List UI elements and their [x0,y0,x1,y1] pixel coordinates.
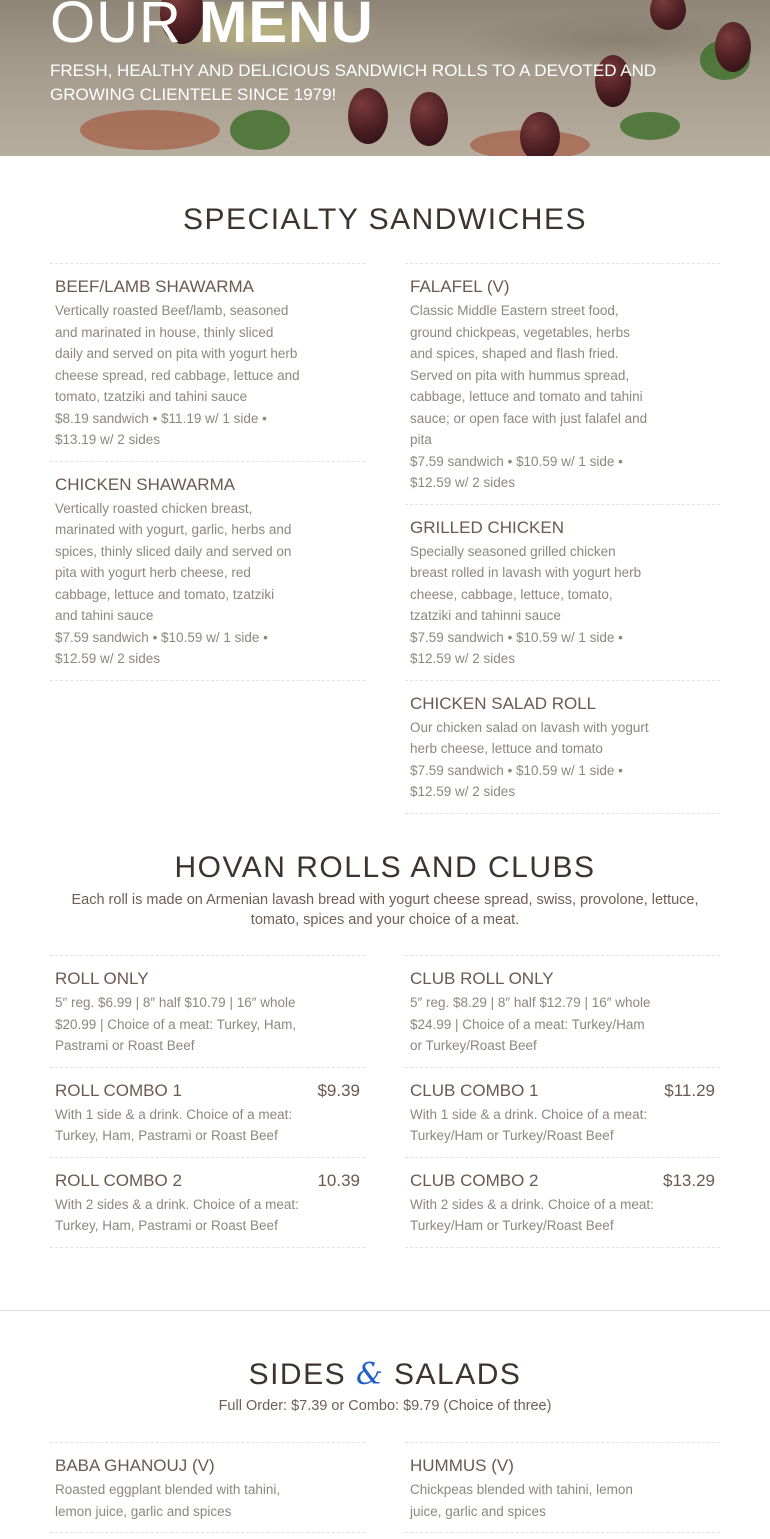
menu-item-description: With 2 sides & a drink. Choice of a meat: Turkey/Ham or Turkey/Roast Beef [410,1196,654,1233]
menu-item-name: CLUB ROLL ONLY [410,969,554,988]
hovan-right-column [405,955,720,1248]
menu-item [50,461,365,681]
sides-heading-text: SIDES [248,1358,347,1391]
menu-item-name: BEEF/LAMB SHAWARMA [55,277,254,296]
olive-decoration [520,112,560,156]
salads-heading-text: SALADS [394,1358,522,1391]
menu-item-description: Our chicken salad on lavash with yogurt herb cheese, lettuce and tomato [410,719,649,756]
menu-item-name: CHICKEN SHAWARMA [55,474,236,494]
menu-item-price: $11.29 [664,1080,715,1100]
menu-item [50,1442,365,1533]
menu-item-name: CLUB COMBO 1 [410,1080,539,1100]
menu-item-pricing: $8.19 sandwich • $11.19 w/ 1 side • $13.19 w/ 2 sides [55,410,267,447]
menu-item-name: ROLL COMBO 2 [55,1170,182,1190]
menu-item [405,1442,720,1533]
menu-item-pricing: $7.59 sandwich • $10.59 w/ 1 side • $12.59 w/ 2 sides [410,453,623,490]
menu-item-description: With 1 side & a drink. Choice of a meat: Turkey, Ham, Pastrami or Roast Beef [55,1106,293,1143]
menu-item-description: Vertically roasted chicken breast, marinated with yogurt, garlic, herbs and spices, thinly sliced daily and served on pita with yogurt herb cheese, red cabbage, lettuce and tomato, tzatziki and tahini sauce [55,500,292,623]
page-title [50,0,374,58]
page-title-light: OUR [50,0,182,55]
sides-left-column [50,1442,365,1533]
menu-item-name: HUMMUS (V) [410,1456,514,1475]
menu-item-description: Roasted eggplant blended with tahini, lemon juice, garlic and spices [55,1482,281,1519]
specialty-sandwiches-heading: SPECIALTY SANDWICHES [183,203,587,236]
olive-decoration [715,22,751,72]
menu-item-name: CLUB COMBO 2 [410,1170,539,1190]
hovan-rolls-heading: HOVAN ROLLS AND CLUBS [174,851,596,884]
sides-salads-heading [0,1357,770,1392]
menu-item-description: Chickpeas blended with tahini, lemon juice, garlic and spices [410,1482,633,1519]
menu-item [405,504,720,680]
menu-item [50,955,365,1067]
olive-decoration [650,0,686,30]
menu-item-name: CHICKEN SALAD ROLL [410,693,597,713]
menu-item-description: Specially seasoned grilled chicken breast rolled in lavash with yogurt herb cheese, cabbage, lettuce, tomato, tzatziki and tahinni sauce [410,543,642,623]
sides-right-column [405,1442,720,1533]
menu-item [405,1067,720,1157]
ampersand: & [355,1357,385,1392]
menu-item-pricing: $7.59 sandwich • $10.59 w/ 1 side • $12.59 w/ 2 sides [55,629,268,666]
menu-item-pricing: $7.59 sandwich • $10.59 w/ 1 side • $12.59 w/ 2 sides [410,762,623,799]
menu-item-description: With 1 side & a drink. Choice of a meat: Turkey/Ham or Turkey/Roast Beef [410,1106,648,1143]
menu-item-price: $13.29 [663,1170,715,1190]
menu-item [50,1157,365,1248]
menu-item-pricing: $7.59 sandwich • $10.59 w/ 1 side • $12.59 w/ 2 sides [410,629,623,666]
spice-decoration [80,110,220,150]
sides-salads-note: Full Order: $7.39 or Combo: $9.79 (Choice of three) [218,1398,552,1414]
menu-item-name: ROLL ONLY [55,969,149,988]
menu-item [405,263,720,504]
menu-item-name: ROLL COMBO 1 [55,1080,182,1100]
hovan-left-column [50,955,365,1248]
menu-item-description: 5″ reg. $6.99 | 8″ half $10.79 | 16″ whole $20.99 | Choice of a meat: Turkey, Ham, Pastrami or Roast Beef [55,995,297,1053]
menu-item-description: 5″ reg. $8.29 | 8″ half $12.79 | 16″ whole $24.99 | Choice of a meat: Turkey/Ham or Turkey/Roast Beef [410,995,651,1053]
specialty-right-column [405,263,720,814]
specialty-left-column [50,263,365,681]
menu-item [405,1157,720,1248]
menu-item [405,955,720,1067]
menu-item-price: 10.39 [317,1170,360,1190]
menu-item-price: $9.39 [317,1080,360,1100]
section-divider [0,1310,770,1311]
menu-item-description: Classic Middle Eastern street food, ground chickpeas, vegetables, herbs and spices, shaped and flash fried. Served on pita with hummus spread, cabbage, lettuce and tomato and tahini sauce; or open face with just falafel and pita [410,303,648,447]
menu-item [405,680,720,814]
menu-item-description: Vertically roasted Beef/lamb, seasoned and marinated in house, thinly sliced daily and served on pita with yogurt herb cheese spread, red cabbage, lettuce and tomato, tzatziki and tahini sauce [55,303,300,404]
hero-banner [0,0,770,156]
herb-decoration [620,112,680,140]
menu-item-name: FALAFEL (V) [410,277,510,296]
menu-item-description: With 2 sides & a drink. Choice of a meat: Turkey, Ham, Pastrami or Roast Beef [55,1196,299,1233]
page-subtitle: FRESH, HEALTHY AND DELICIOUS SANDWICH ROLLS TO A DEVOTED AND GROWING CLIENTELE SINCE 1979! [50,61,657,104]
menu-item [50,263,365,461]
page-title-bold: MENU [199,0,374,55]
menu-item-name: GRILLED CHICKEN [410,517,564,537]
menu-item [50,1067,365,1157]
hovan-rolls-note: Each roll is made on Armenian lavash bread with yogurt cheese spread, swiss, provolone, lettuce, tomato, spices and your choice of a meat. [71,892,699,928]
menu-item-name: BABA GHANOUJ (V) [55,1456,215,1475]
herb-decoration [230,110,290,150]
